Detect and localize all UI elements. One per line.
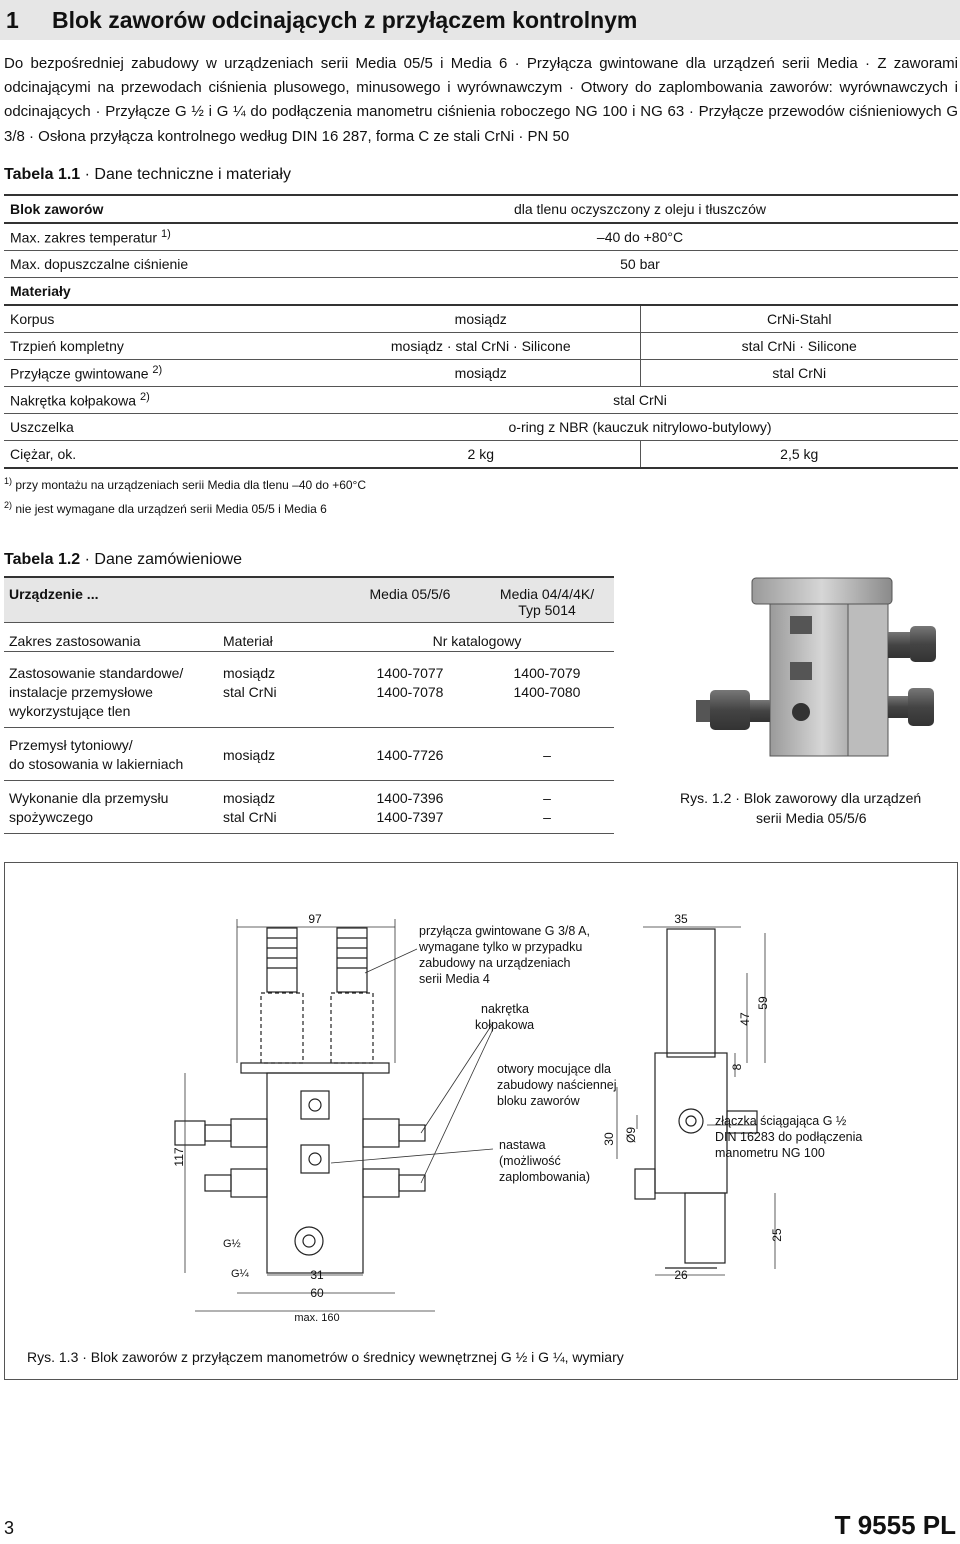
table-row <box>4 195 958 223</box>
callout-threaded-3: zabudowy na urządzeniach <box>419 956 571 970</box>
material-cell: mosiądz <box>223 747 276 763</box>
callout-coupling-1: złączka ściągająca G ½ <box>715 1114 847 1128</box>
row-value: CrNi-Stahl <box>640 305 958 333</box>
table-row <box>4 305 958 333</box>
dim-59: 59 <box>756 996 770 1010</box>
intro-paragraph: Do bezpośredniej zabudowy w urządzeniach serii Media 05/5 i Media 6 · Przyłącza gwintowane dla urządzeń serii Media · Z zaworami odcinającymi na przewodach ciśnienia plusowego, minusowego i wyrównawczym · Otwory do zaplombowania zaworów: wyrównawczych i odcinających · Przyłącze G ½ i G ¼ do podłączenia manometru ciśnienia roboczego NG 100 i NG 63 · Przyłącze przewodów ciśnieniowych G 3/8 · Osłona przyłącza kontrolnego według DIN 16 287, forma C ze stali CrNi · PN 50 <box>4 55 958 145</box>
row-value: –40 do +80°C <box>322 223 958 251</box>
table1-caption-text: · Dane techniczne i materiały <box>80 166 291 183</box>
section-number: 1 <box>6 7 19 33</box>
row-label <box>4 360 322 387</box>
catalog-number: 1400-7079 <box>513 665 581 681</box>
callout-holes-3: bloku zaworów <box>497 1094 580 1108</box>
catalog-number: – <box>543 790 551 806</box>
material-line: mosiądz <box>223 665 276 681</box>
scope-cell <box>4 781 218 834</box>
row-value: mosiądz <box>322 360 640 387</box>
section-header <box>0 0 960 40</box>
capnut-label: Nakrętka kołpakowa <box>10 392 137 409</box>
device-header: Urządzenie ... <box>9 586 99 602</box>
material-header: Materiał <box>223 633 273 649</box>
dim-diameter-9: Ø9 <box>624 1126 638 1144</box>
callout-coupling-3: manometru NG 100 <box>715 1146 825 1160</box>
scope-cell <box>4 728 218 781</box>
catalog-cell <box>340 652 480 728</box>
row-value: 2,5 kg <box>640 441 958 469</box>
catalog-cell <box>480 781 614 834</box>
table-header-row <box>4 577 614 623</box>
row-value: stal CrNi <box>640 360 958 387</box>
catalog-cell: – <box>543 747 551 763</box>
dim-47: 47 <box>738 1012 752 1026</box>
dim-31: 31 <box>310 1268 324 1282</box>
callout-holes-1: otwory mocujące dla <box>497 1062 611 1076</box>
footnote-mark: 1) <box>4 476 13 486</box>
scope-line: Zastosowanie standardowe/ <box>9 665 184 681</box>
label-g-half: G½ <box>223 1238 241 1250</box>
dim-26: 26 <box>674 1268 688 1282</box>
media1-header: Media 05/5/6 <box>369 586 451 602</box>
dim-25: 25 <box>770 1228 784 1242</box>
photo-caption-line: serii Media 05/5/6 <box>756 810 867 826</box>
row-label: Trzpień kompletny <box>4 333 322 360</box>
dim-60: 60 <box>310 1286 324 1300</box>
callout-coupling-2: DIN 16283 do podłączenia <box>715 1130 863 1144</box>
footnote-ref: 2) <box>139 391 150 404</box>
scope-header: Zakres zastosowania <box>9 633 141 649</box>
table-row <box>4 441 958 469</box>
callout-holes-2: zabudowy naściennej <box>497 1078 617 1092</box>
threaded-label: Przyłącze gwintowane <box>10 365 149 382</box>
footnote-2 <box>4 500 327 516</box>
table-row <box>4 333 958 360</box>
material-line: mosiądz <box>223 790 276 806</box>
footnote-ref: 2) <box>152 364 163 377</box>
photo-caption <box>680 788 921 828</box>
dim-30: 30 <box>602 1132 616 1146</box>
photo-caption-line: Rys. 1.2 · Blok zaworowy dla urządzeń <box>680 790 922 806</box>
catalog-number: – <box>543 809 551 825</box>
material-cell <box>218 652 340 728</box>
table-row <box>4 414 958 441</box>
section-title: Blok zaworów odcinających z przyłączem kontrolnym <box>52 7 638 33</box>
catalog-number: 1400-7397 <box>376 809 444 825</box>
footnote-text: nie jest wymagane dla urządzeń serii Media 05/5 i Media 6 <box>12 502 327 516</box>
catalog-number: 1400-7396 <box>376 790 444 806</box>
drawing-caption: Rys. 1.3 · Blok zaworów z przyłączem manometrów o średnicy wewnętrznej G ½ i G ¼, wymiary <box>27 1349 624 1365</box>
callout-setting-2: (możliwość <box>499 1154 561 1168</box>
label-g-quarter: G¼ <box>231 1268 249 1280</box>
dimension-drawing-frame <box>4 862 958 1380</box>
catalog-header: Nr katalogowy <box>432 633 522 649</box>
row-label: Korpus <box>4 305 322 333</box>
table1-caption <box>4 166 291 184</box>
row-value: stal CrNi · Silicone <box>640 333 958 360</box>
row-value: stal CrNi <box>322 387 958 414</box>
dim-97: 97 <box>308 912 322 926</box>
scope-line: spożywczego <box>9 809 94 825</box>
footnote-text: przy montażu na urządzeniach serii Media dla tlenu –40 do +60°C <box>12 478 367 492</box>
order-data-table <box>4 576 614 834</box>
row-value: mosiądz · stal CrNi · Silicone <box>322 333 640 360</box>
material-line: stal CrNi <box>223 684 277 700</box>
material-cell <box>218 781 340 834</box>
table-row <box>4 278 958 306</box>
dim-max-160: max. 160 <box>294 1312 340 1324</box>
table-row <box>4 652 614 728</box>
media2-line2: Typ 5014 <box>518 602 576 618</box>
dimension-drawing <box>5 863 957 1379</box>
row-label: Uszczelka <box>4 414 322 441</box>
table-row <box>4 728 614 781</box>
catalog-cell <box>480 652 614 728</box>
scope-line: wykorzystujące tlen <box>9 703 131 719</box>
catalog-cell: 1400-7726 <box>376 747 444 763</box>
media2-header <box>480 577 614 623</box>
callout-setting-3: zaplombowania) <box>499 1170 591 1184</box>
media2-line1: Media 04/4/4K/ <box>499 586 595 602</box>
row-label: Ciężar, ok. <box>4 441 322 469</box>
row-label <box>4 387 322 414</box>
dim-35: 35 <box>674 912 688 926</box>
scope-line: do stosowania w lakierniach <box>9 756 184 772</box>
scope-cell <box>4 652 218 728</box>
dim-117: 117 <box>172 1147 186 1167</box>
temp-label: Max. zakres temperatur <box>10 229 158 246</box>
table-header-row <box>4 623 614 652</box>
footnote-1 <box>4 476 366 492</box>
callout-capnut-2: kołpakowa <box>475 1018 535 1032</box>
table-row <box>4 360 958 387</box>
table-row <box>4 223 958 251</box>
table-row <box>4 387 958 414</box>
row-value: 2 kg <box>322 441 640 469</box>
row-label: Blok zaworów <box>4 195 322 223</box>
row-label <box>4 223 322 251</box>
footnote-mark: 2) <box>4 500 13 510</box>
catalog-number: 1400-7077 <box>376 665 444 681</box>
material-line: stal CrNi <box>223 809 277 825</box>
callout-capnut-1: nakrętka <box>481 1002 529 1016</box>
table-row <box>4 251 958 278</box>
valve-block-photo <box>690 576 952 766</box>
row-value: dla tlenu oczyszczony z oleju i tłuszczów <box>322 195 958 223</box>
row-value: o-ring z NBR (kauczuk nitrylowo-butylowy) <box>322 414 958 441</box>
catalog-number: 1400-7080 <box>513 684 581 700</box>
document-code: T 9555 PL <box>834 1510 956 1540</box>
table2-caption-text: · Dane zamówieniowe <box>80 551 243 568</box>
table2-caption <box>4 551 242 569</box>
dim-8: 8 <box>730 1063 744 1071</box>
table-row <box>4 781 614 834</box>
scope-line: Przemysł tytoniowy/ <box>9 737 133 753</box>
scope-line: Wykonanie dla przemysłu <box>9 790 169 806</box>
callout-setting-1: nastawa <box>499 1138 546 1152</box>
footnote-ref: 1) <box>160 228 171 241</box>
callout-threaded-1: przyłącza gwintowane G 3/8 A, <box>419 924 590 938</box>
technical-data-table <box>4 194 958 469</box>
page-number: 3 <box>4 1518 15 1538</box>
table1-caption-label: Tabela 1.1 <box>4 166 81 183</box>
materials-heading: Materiały <box>4 278 958 306</box>
row-value: 50 bar <box>322 251 958 278</box>
callout-threaded-4: serii Media 4 <box>419 972 490 986</box>
row-label: Max. dopuszczalne ciśnienie <box>4 251 322 278</box>
row-value: mosiądz <box>322 305 640 333</box>
callout-threaded-2: wymagane tylko w przypadku <box>419 940 583 954</box>
catalog-cell <box>340 781 480 834</box>
scope-line: instalacje przemysłowe <box>9 684 153 700</box>
table2-caption-label: Tabela 1.2 <box>4 551 81 568</box>
catalog-number: 1400-7078 <box>376 684 444 700</box>
